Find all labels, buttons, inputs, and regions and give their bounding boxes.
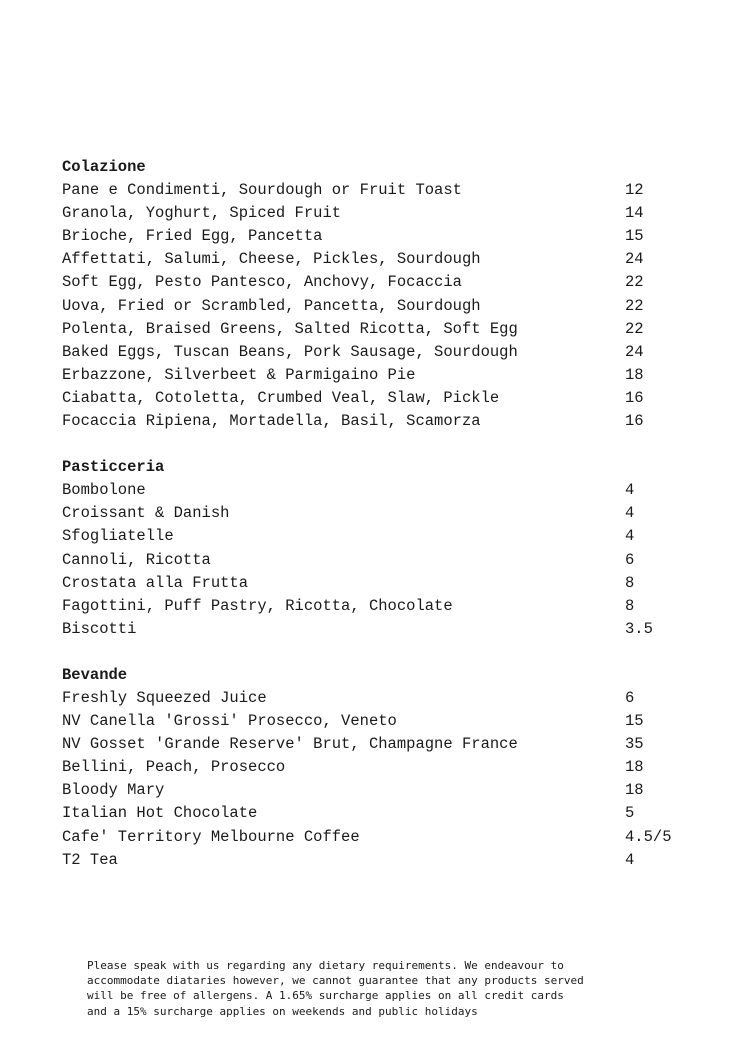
dietary-note-line: and a 15% surcharge applies on weekends and public holidays: [87, 1004, 478, 1018]
item-price: 4: [625, 481, 635, 500]
section-pasticceria: [62, 456, 702, 641]
item-price: 4.5/5: [625, 827, 672, 846]
item-name: Ciabatta, Cotoletta, Crumbed Veal, Slaw, Pickle: [62, 388, 500, 407]
menu-item: [62, 826, 702, 849]
item-price: 12: [625, 181, 644, 200]
menu: [62, 156, 702, 895]
menu-item: [62, 248, 702, 271]
section-colazione: [62, 156, 702, 433]
menu-item: [62, 271, 702, 294]
item-price: 5: [625, 804, 635, 823]
item-price: 16: [625, 412, 644, 431]
item-name: Cafe' Territory Melbourne Coffee: [62, 827, 360, 846]
item-name: Bombolone: [62, 481, 146, 500]
item-price: 4: [625, 527, 635, 546]
menu-item: [62, 502, 702, 525]
dietary-note-line: accommodate diataries however, we cannot guarantee that any products served: [87, 974, 584, 988]
menu-item: [62, 318, 702, 341]
item-price: 35: [625, 735, 644, 754]
menu-item: [62, 202, 702, 225]
menu-item: [62, 341, 702, 364]
menu-item: [62, 710, 702, 733]
menu-item: [62, 572, 702, 595]
dietary-note-line: will be free of allergens. A 1.65% surcharge applies on all credit cards: [87, 989, 564, 1003]
menu-item: [62, 802, 702, 825]
item-name: T2 Tea: [62, 850, 118, 869]
dietary-note: [87, 958, 687, 1019]
item-name: Cannoli, Ricotta: [62, 550, 211, 569]
menu-item: [62, 479, 702, 502]
item-name: NV Canella 'Grossi' Prosecco, Veneto: [62, 712, 397, 731]
menu-item: [62, 733, 702, 756]
item-name: Bellini, Peach, Prosecco: [62, 758, 286, 777]
menu-item: [62, 618, 702, 641]
item-name: Polenta, Braised Greens, Salted Ricotta, Soft Egg: [62, 319, 518, 338]
item-name: Freshly Squeezed Juice: [62, 688, 267, 707]
menu-item: [62, 225, 702, 248]
item-name: Bloody Mary: [62, 781, 165, 800]
item-price: 8: [625, 596, 635, 615]
item-price: 24: [625, 342, 644, 361]
section-title: Bevande: [62, 665, 128, 684]
dietary-note-line: Please speak with us regarding any dietary requirements. We endeavour to: [87, 959, 564, 972]
item-name: Fagottini, Puff Pastry, Ricotta, Chocolate: [62, 596, 453, 615]
item-name: Sfogliatelle: [62, 527, 174, 546]
section-title: Pasticceria: [62, 458, 165, 477]
item-name: Focaccia Ripiena, Mortadella, Basil, Scamorza: [62, 412, 481, 431]
item-name: Uova, Fried or Scrambled, Pancetta, Sourdough: [62, 296, 481, 315]
section-bevande: [62, 664, 702, 872]
menu-item: [62, 595, 702, 618]
item-price: 22: [625, 319, 644, 338]
item-name: Affettati, Salumi, Cheese, Pickles, Sourdough: [62, 250, 481, 269]
item-name: Baked Eggs, Tuscan Beans, Pork Sausage, Sourdough: [62, 342, 518, 361]
menu-item: [62, 364, 702, 387]
menu-item: [62, 549, 702, 572]
menu-item: [62, 295, 702, 318]
menu-item: [62, 525, 702, 548]
menu-item: [62, 779, 702, 802]
item-price: 22: [625, 296, 644, 315]
menu-item: [62, 410, 702, 433]
item-price: 15: [625, 712, 644, 731]
item-price: 18: [625, 781, 644, 800]
menu-item: [62, 387, 702, 410]
menu-item: [62, 849, 702, 872]
item-price: 8: [625, 573, 635, 592]
item-name: Pane e Condimenti, Sourdough or Fruit Toast: [62, 181, 462, 200]
menu-item: [62, 756, 702, 779]
menu-item: [62, 179, 702, 202]
item-name: Erbazzone, Silverbeet & Parmigaino Pie: [62, 365, 416, 384]
item-name: Crostata alla Frutta: [62, 573, 249, 592]
item-price: 15: [625, 227, 644, 246]
item-price: 6: [625, 688, 635, 707]
item-price: 16: [625, 388, 644, 407]
item-price: 18: [625, 758, 644, 777]
item-price: 24: [625, 250, 644, 269]
item-name: Croissant & Danish: [62, 504, 230, 523]
item-price: 4: [625, 504, 635, 523]
item-price: 18: [625, 365, 644, 384]
item-name: Granola, Yoghurt, Spiced Fruit: [62, 204, 342, 223]
item-price: 4: [625, 850, 635, 869]
item-name: NV Gosset 'Grande Reserve' Brut, Champagne France: [62, 735, 518, 754]
menu-item: [62, 687, 702, 710]
item-name: Soft Egg, Pesto Pantesco, Anchovy, Focaccia: [62, 273, 462, 292]
item-price: 3.5: [625, 619, 653, 638]
item-price: 22: [625, 273, 644, 292]
item-name: Italian Hot Chocolate: [62, 804, 258, 823]
item-name: Biscotti: [62, 619, 137, 638]
item-price: 14: [625, 204, 644, 223]
item-price: 6: [625, 550, 635, 569]
section-title: Colazione: [62, 158, 146, 176]
item-name: Brioche, Fried Egg, Pancetta: [62, 227, 323, 246]
